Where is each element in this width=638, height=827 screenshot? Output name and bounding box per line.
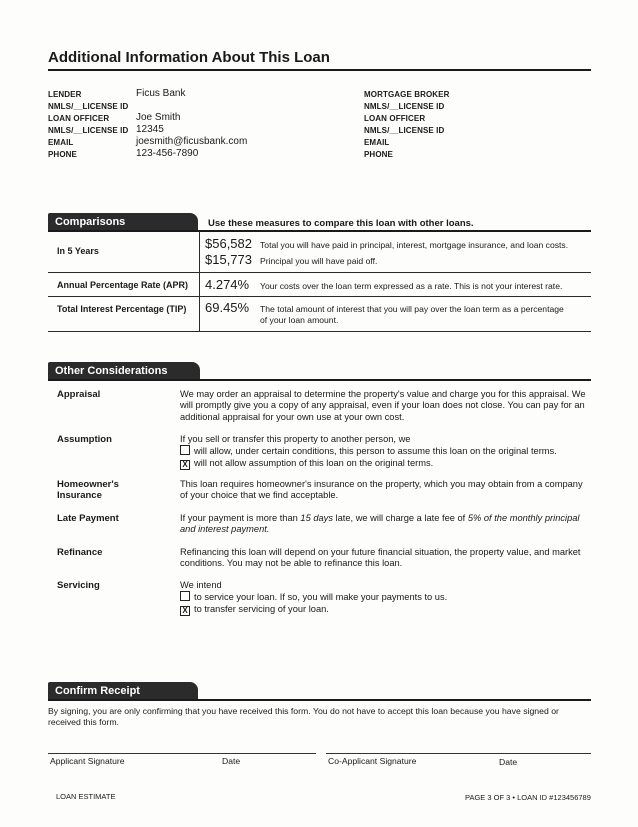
servicing-transfer-text: to transfer servicing of your loan. (194, 603, 329, 614)
appraisal-label: Appraisal (57, 389, 101, 400)
assumption-option-not-allow (180, 458, 590, 470)
coapplicant-signature-label: Co-Applicant Signature (328, 756, 417, 766)
lender-label: LENDER (48, 90, 82, 99)
page-title: Additional Information About This Loan (48, 49, 330, 66)
assumption-label: Assumption (57, 434, 112, 445)
apr-value: 4.274% (205, 277, 250, 292)
tip-value: 69.45% (205, 300, 250, 315)
late-payment-days: 15 days (300, 513, 333, 523)
assumption-option-allow (180, 445, 590, 457)
broker-phone-label: PHONE (364, 150, 393, 159)
confirm-top-rule (48, 699, 591, 701)
late-payment-label: Late Payment (57, 513, 119, 524)
footer-left: LOAN ESTIMATE (56, 792, 116, 801)
other-considerations-header: Other Considerations (48, 362, 200, 380)
applicant-date-label: Date (222, 756, 241, 766)
servicing-intro: We intend (180, 580, 222, 590)
lender-nmls-label: NMLS/__LICENSE ID (48, 102, 129, 111)
apr-desc: Your costs over the loan term expressed as a rate. This is not your interest rate. (260, 281, 563, 291)
email-label: EMAIL (48, 138, 74, 147)
comparisons-rule-3 (48, 331, 591, 332)
comparisons-rule-2 (48, 296, 591, 297)
coapplicant-date-label: Date (499, 757, 518, 767)
assumption-allow-text: will allow, under certain conditions, this person to assume this loan on the original terms. (194, 446, 557, 457)
applicant-signature-label: Applicant Signature (50, 756, 125, 766)
servicing-label: Servicing (57, 580, 100, 591)
refinance-text: Refinancing this loan will depend on your future financial situation, the property value, and market conditions. You may not be able to refinance this loan. (180, 547, 581, 569)
homeowners-label-line1: Homeowner's (57, 479, 119, 490)
assumption-not-allow-text: will not allow assumption of this loan on the original terms. (194, 457, 434, 468)
phone-label: PHONE (48, 150, 77, 159)
confirm-text: By signing, you are only confirming that you have received this form. You do not have to accept this loan because you have signed or received this form. (48, 706, 559, 727)
servicing-service-checkbox[interactable] (180, 591, 190, 601)
late-payment-text-a: If your payment is more than (180, 513, 301, 523)
email-value: joesmith@ficusbank.com (136, 136, 248, 147)
homeowners-insurance-label (57, 479, 119, 501)
broker-nmls-label: NMLS/__LICENSE ID (364, 102, 445, 111)
loan-officer-value: Joe Smith (136, 112, 181, 123)
tip-label: Total Interest Percentage (TIP) (57, 304, 187, 314)
servicing-service-text: to service your loan. If so, you will make your payments to us. (194, 592, 448, 603)
officer-nmls-label: NMLS/__LICENSE ID (48, 126, 129, 135)
lender-value: Ficus Bank (136, 88, 186, 99)
footer-right: PAGE 3 OF 3 • LOAN ID #123456789 (465, 793, 591, 802)
broker-officer-nmls-label: NMLS/__LICENSE ID (364, 126, 445, 135)
applicant-signature-line[interactable] (48, 753, 316, 754)
assumption-intro: If you sell or transfer this property to another person, we (180, 434, 411, 444)
five-years-total-value: $56,582 (205, 236, 252, 251)
broker-email-label: EMAIL (364, 138, 390, 147)
servicing-block (180, 580, 590, 616)
homeowners-insurance-text: This loan requires homeowner's insurance on the property, which you may obtain from a company of your choice that we find acceptable. (180, 479, 583, 501)
assumption-allow-checkbox[interactable] (180, 445, 190, 455)
refinance-label: Refinance (57, 547, 103, 558)
servicing-option-transfer (180, 604, 590, 616)
five-years-principal-desc: Principal you will have paid off. (260, 256, 378, 266)
broker-officer-label: LOAN OFFICER (364, 114, 426, 123)
appraisal-text: We may order an appraisal to determine the property's value and charge you for this appraisal. We will promptly give you a copy of any appraisal, even if your loan does not close. You can pay for an additional appraisal for your own use at your own cost. (180, 389, 586, 422)
comparisons-divider (199, 231, 200, 331)
servicing-option-service (180, 591, 590, 603)
other-top-rule (48, 379, 591, 381)
late-payment-fee: 5% of the monthly principal and interest payment. (180, 513, 580, 535)
confirm-receipt-header: Confirm Receipt (48, 682, 198, 700)
five-years-principal-value: $15,773 (205, 252, 252, 267)
tip-desc: The total amount of interest that you will pay over the loan term as a percentage of your loan amount. (260, 304, 564, 325)
comparisons-rule-1 (48, 272, 591, 273)
assumption-block (180, 434, 590, 470)
coapplicant-signature-line[interactable] (326, 753, 591, 754)
homeowners-label-line2: Insurance (57, 490, 102, 501)
comparisons-top-rule (48, 230, 591, 232)
loan-officer-label: LOAN OFFICER (48, 114, 110, 123)
servicing-transfer-checkbox[interactable]: X (180, 606, 190, 616)
five-years-label: In 5 Years (57, 246, 99, 256)
apr-label: Annual Percentage Rate (APR) (57, 280, 189, 290)
broker-label: MORTGAGE BROKER (364, 90, 450, 99)
five-years-total-desc: Total you will have paid in principal, interest, mortgage insurance, and loan costs. (260, 240, 569, 250)
phone-value: 123-456-7890 (136, 148, 199, 159)
assumption-not-allow-checkbox[interactable]: X (180, 460, 190, 470)
late-payment-text (180, 513, 590, 536)
comparisons-heading: Use these measures to compare this loan with other loans. (208, 218, 474, 229)
title-rule (48, 69, 591, 71)
officer-nmls-value: 12345 (136, 124, 164, 135)
comparisons-header: Comparisons (48, 213, 198, 231)
late-payment-text-b: late, we will charge a late fee of (332, 513, 468, 523)
